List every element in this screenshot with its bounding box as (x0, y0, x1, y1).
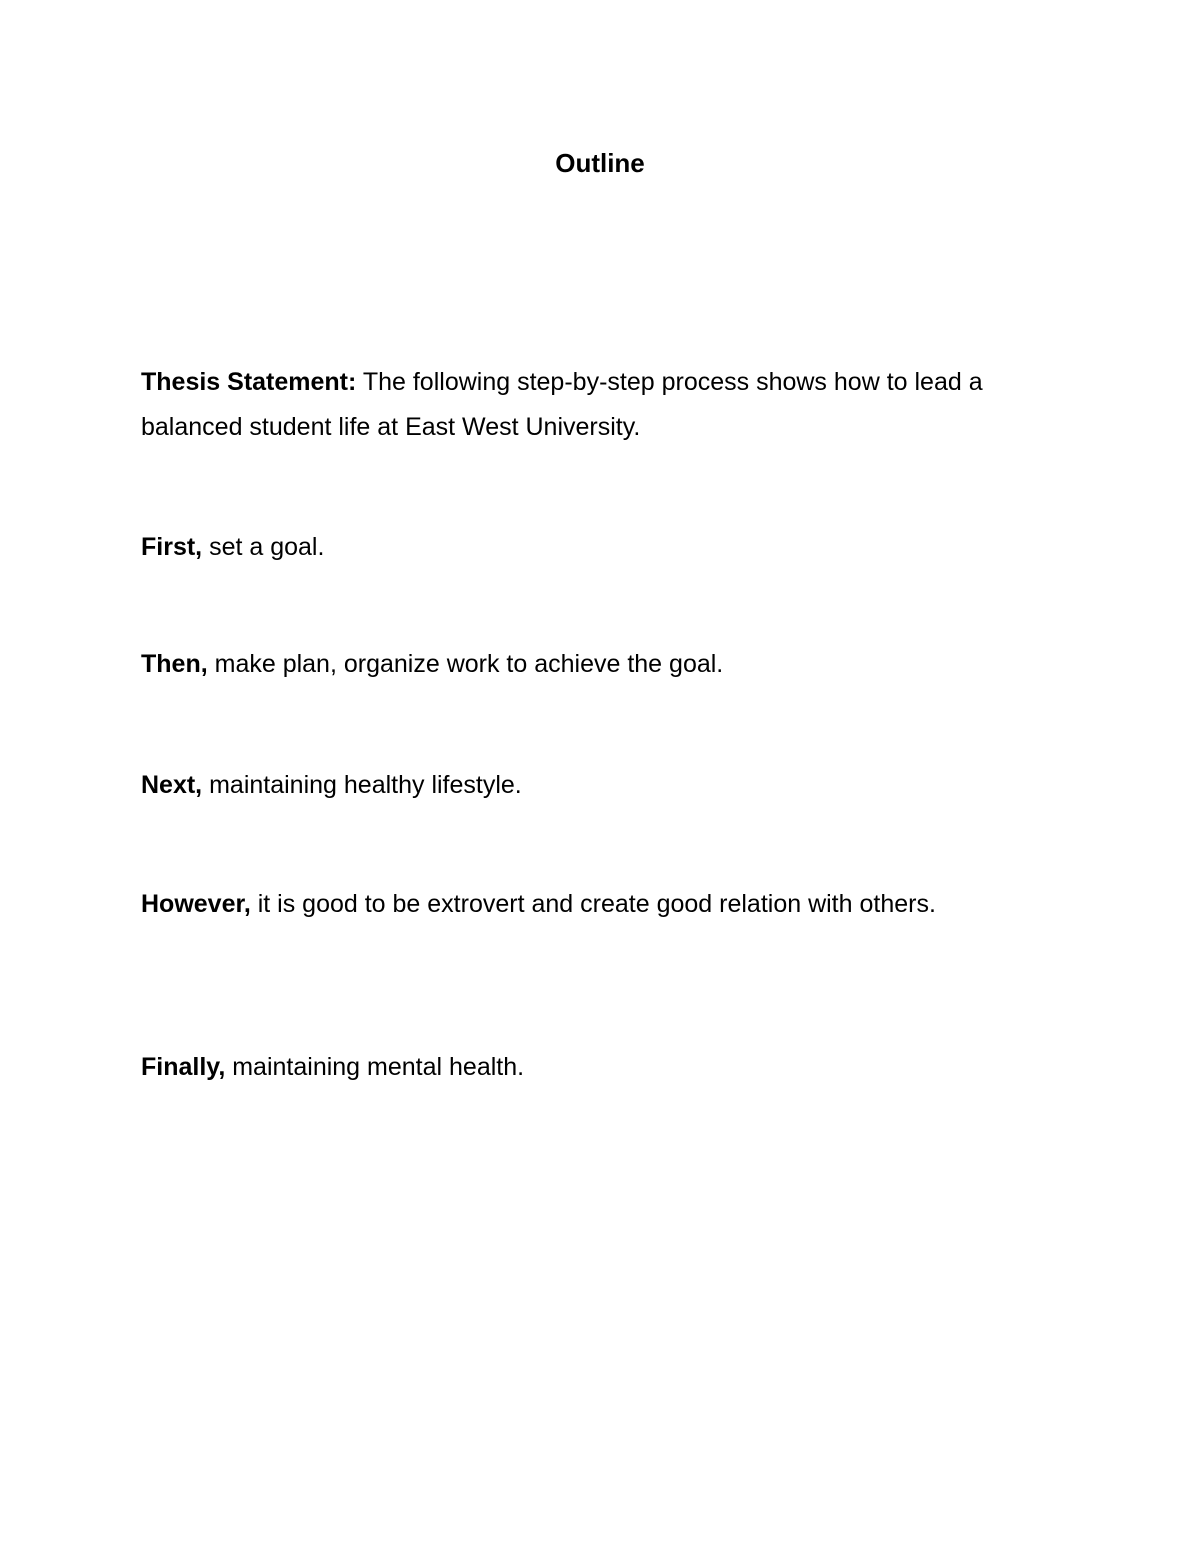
paragraph-text: maintaining healthy lifestyle. (202, 771, 522, 799)
page-title: Outline (555, 148, 645, 178)
paragraph-lead: Thesis Statement: (141, 368, 357, 396)
paragraph-text: set a goal. (202, 533, 325, 561)
paragraph-text: it is good to be extrovert and create good relation with others. (250, 890, 936, 918)
paragraph-text: make plan, organize work to achieve the goal. (207, 650, 724, 678)
thesis-statement-paragraph (141, 360, 1021, 450)
paragraph-lead: Then, (141, 650, 208, 678)
paragraph-lead: Finally, (141, 1053, 226, 1081)
paragraph-lead: However, (141, 890, 251, 918)
paragraph-lead: Next, (141, 771, 203, 799)
step-then-paragraph (141, 642, 1021, 687)
step-first-paragraph (141, 525, 1021, 570)
paragraph-text: maintaining mental health. (225, 1053, 525, 1081)
paragraph-lead: First, (141, 533, 203, 561)
step-however-paragraph (141, 882, 1021, 927)
step-next-paragraph (141, 763, 1021, 808)
step-finally-paragraph (141, 1045, 1021, 1090)
paragraph-text: The following step-by-step process shows how to lead a balanced student life at East West University. (141, 368, 983, 441)
